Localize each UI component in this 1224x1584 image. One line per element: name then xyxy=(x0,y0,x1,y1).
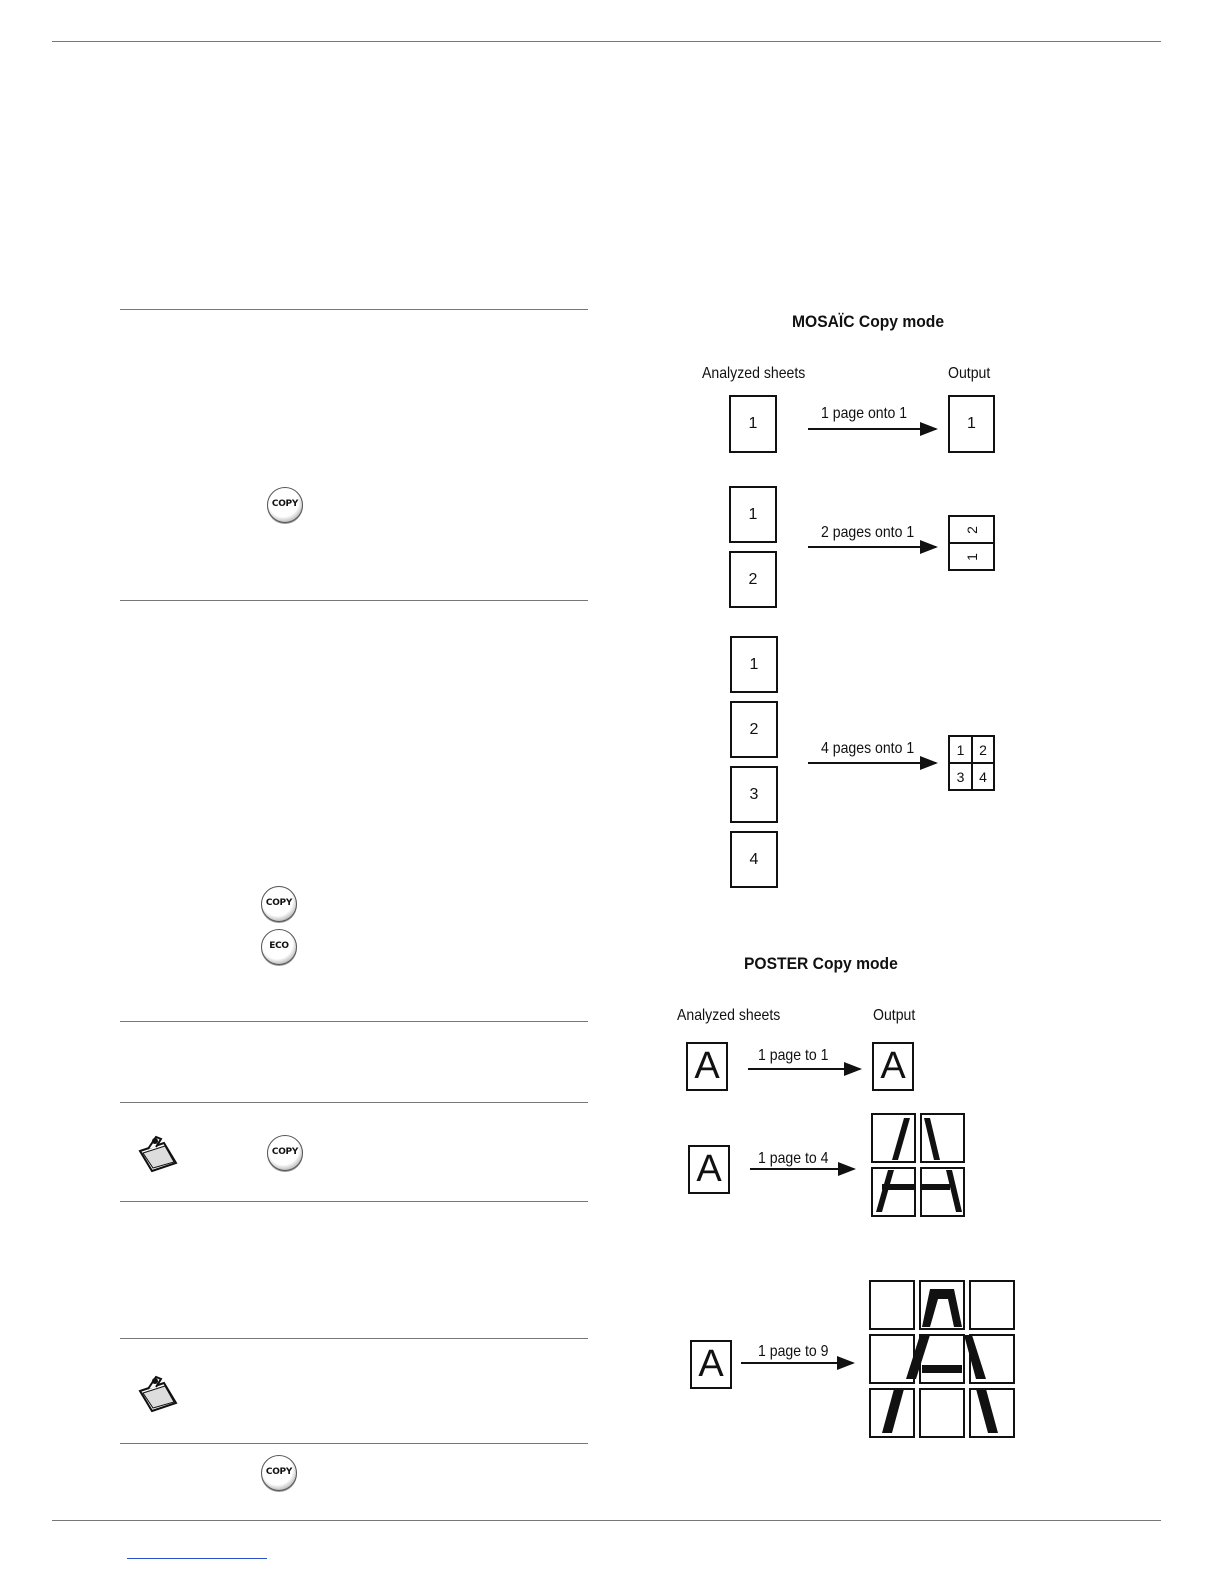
footer-rule xyxy=(52,1520,1161,1521)
poster-output-label: Output xyxy=(873,1007,916,1024)
eco-key-icon: ECO xyxy=(261,929,297,965)
poster-sheet: A xyxy=(690,1340,732,1389)
mosaic-sheet: 1 xyxy=(729,395,777,453)
copy-key-icon: COPY xyxy=(261,886,297,922)
mosaic-sheet: 4 xyxy=(730,831,778,888)
copy-key-icon: COPY xyxy=(261,1455,297,1491)
mosaic-sheet: 1 xyxy=(730,636,778,693)
poster-arrow xyxy=(748,1068,860,1070)
copy-key-icon: COPY xyxy=(267,487,303,523)
mosaic-arrow-label: 4 pages onto 1 xyxy=(821,740,915,757)
mosaic-output-cell xyxy=(948,542,995,571)
section-rule xyxy=(120,309,588,310)
mosaic-arrow-label: 2 pages onto 1 xyxy=(821,524,915,541)
header-rule xyxy=(52,41,1161,42)
mosaic-analyzed-label: Analyzed sheets xyxy=(702,365,806,382)
mosaic-output-label: Output xyxy=(948,365,991,382)
copy-key-icon: COPY xyxy=(267,1135,303,1171)
mosaic-output-label-rotated: 2 xyxy=(963,525,980,534)
section-rule xyxy=(120,1338,588,1339)
section-rule xyxy=(120,1021,588,1022)
section-rule xyxy=(120,1102,588,1103)
mosaic-output-cell: 1 xyxy=(948,735,973,764)
poster-arrow xyxy=(750,1168,854,1170)
mosaic-title: MOSAÏC Copy mode xyxy=(792,312,945,331)
poster-title: POSTER Copy mode xyxy=(744,954,898,973)
mosaic-arrow xyxy=(808,546,936,548)
poster-arrow xyxy=(741,1362,853,1364)
mosaic-sheet: 2 xyxy=(730,701,778,758)
notepad-clipboard-icon xyxy=(134,1373,178,1413)
mosaic-output-label-rotated: 1 xyxy=(963,552,980,561)
mosaic-output-sheet: 1 xyxy=(948,395,995,453)
notepad-clipboard-icon xyxy=(134,1133,178,1173)
poster-output-9-tiles xyxy=(868,1279,1016,1441)
poster-arrow-label: 1 page to 9 xyxy=(758,1343,829,1360)
poster-output-4-tiles xyxy=(870,1112,966,1218)
mosaic-sheet: 1 xyxy=(729,486,777,543)
mosaic-sheet: 2 xyxy=(729,551,777,608)
section-rule xyxy=(120,1443,588,1444)
footer-link-underline xyxy=(127,1558,267,1559)
poster-sheet: A xyxy=(688,1145,730,1194)
mosaic-arrow xyxy=(808,762,936,764)
mosaic-output-cell: 4 xyxy=(971,762,995,791)
poster-sheet: A xyxy=(686,1042,728,1091)
mosaic-output-cell: 3 xyxy=(948,762,973,791)
mosaic-output-cell xyxy=(948,515,995,544)
poster-arrow-label: 1 page to 1 xyxy=(758,1047,829,1064)
mosaic-arrow xyxy=(808,428,936,430)
poster-output-sheet: A xyxy=(872,1042,914,1091)
mosaic-sheet: 3 xyxy=(730,766,778,823)
poster-arrow-label: 1 page to 4 xyxy=(758,1150,829,1167)
section-rule xyxy=(120,600,588,601)
mosaic-output-cell: 2 xyxy=(971,735,995,764)
section-rule xyxy=(120,1201,588,1202)
mosaic-arrow-label: 1 page onto 1 xyxy=(821,405,908,422)
poster-analyzed-label: Analyzed sheets xyxy=(677,1007,781,1024)
